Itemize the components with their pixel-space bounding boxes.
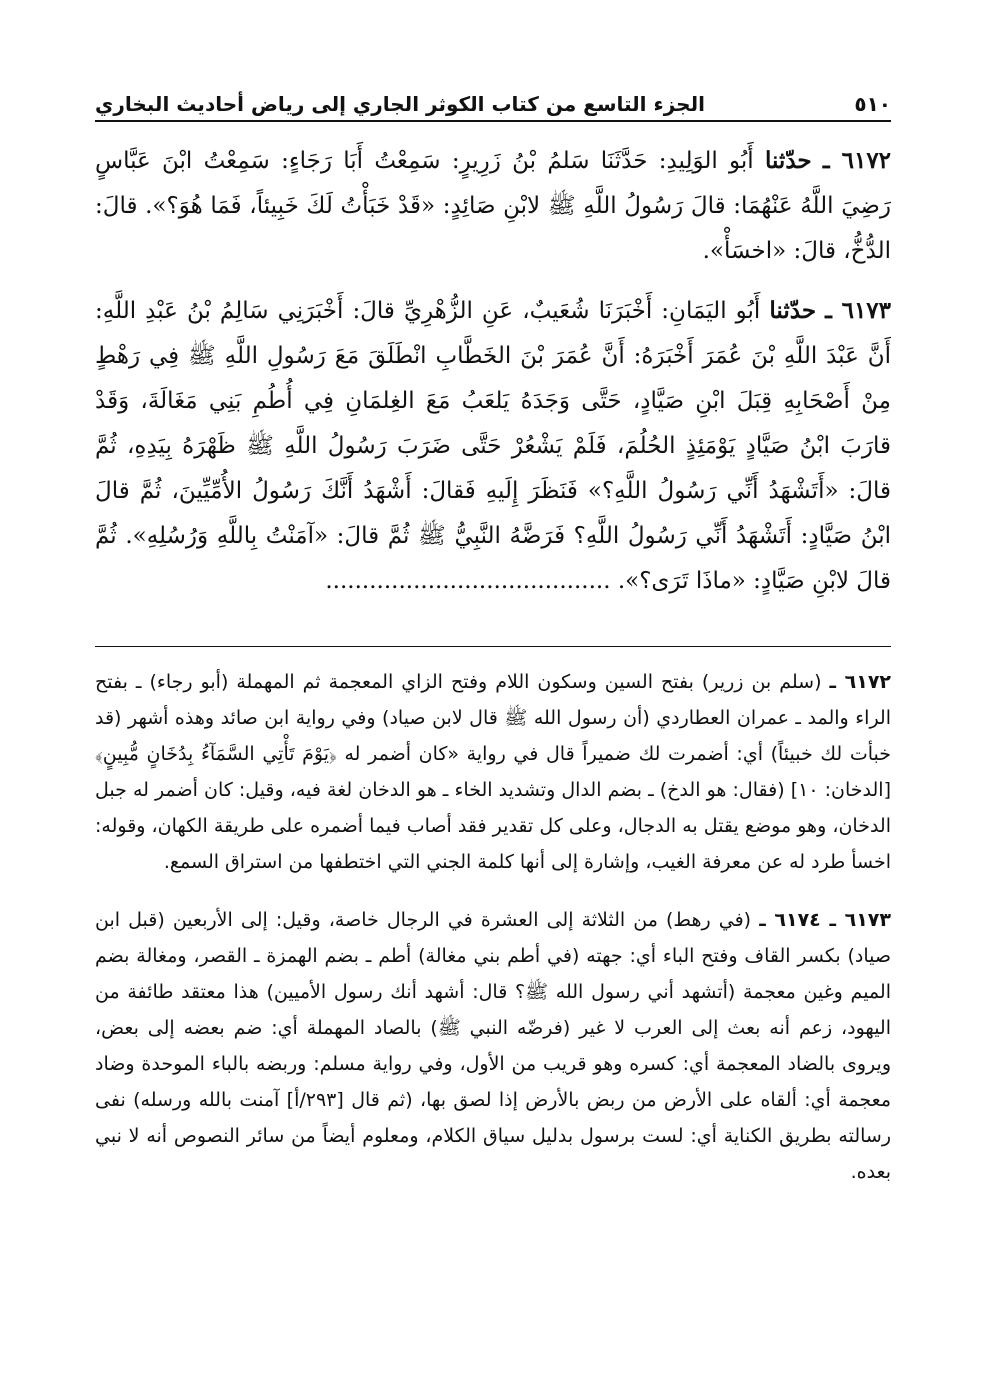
commentary-6173 (95, 902, 891, 1190)
hadith-lead: حدّثنا (769, 297, 817, 324)
page-number: ٥١٠ (854, 92, 891, 116)
hadith-6172 (95, 138, 891, 274)
hadith-lead: حدّثنا (764, 147, 812, 174)
hadith-text (95, 138, 891, 618)
commentary-body: (سلم بن زرير) بفتح السين وسكون اللام وفتح الزاي المعجمة ثم المهملة (أبو رجاء) ـ بفتح الراء والمد ـ عمران العطاردي (أن رسول الله ﷺ قال لابن صياد) وفي رواية ابن صائد وهذه أشهر (قد خبأت لك خبيئاً) أي: أضمرت لك ضميراً قال في رواية «كان أضمر له ﴿يَوْمَ تَأْتِي السَّمَآءُ بِدُخَانٍ مُّبِينٍ﴾ [الدخان: ١٠] (فقال: هو الدخ) ـ بضم الدال وتشديد الخاء ـ هو الدخان لغة فيه، وقيل: كان أضمر له جبل الدخان، وهو موضع يقتل به الدجال، وعلى كل تقدير فقد أصاب فيما أضمره على طريقة الكهان، وقوله: اخسأ طرد له عن معرفة الغيب، وإشارة إلى أنها كلمة الجني التي اختطفها من استراق السمع. (95, 671, 891, 873)
hadith-number: ٦١٧٣ ـ (825, 297, 892, 324)
hadith-number: ٦١٧٢ ـ (822, 147, 892, 174)
hadith-6173 (95, 288, 891, 604)
hadith-body: أَبُو اليَمَانِ: أَخْبَرَنَا شُعَيبٌ، عَنِ الزُّهْرِيِّ قالَ: أَخْبَرَنِي سَالِمُ بْنُ عَبْدِ اللَّهِ: أَنَّ عَبْدَ اللَّهِ بْنَ عُمَرَ أَخْبَرَهُ: أَنَّ عُمَرَ بْنَ الخَطَّابِ انْطَلَقَ مَعَ رَسُولِ اللَّهِ ﷺ فِي رَهْطٍ مِنْ أَصْحَابِهِ قِبَلَ ابْنِ صَيَّادٍ، حَتَّى وَجَدَهُ يَلعَبُ مَعَ الغِلمَانِ فِي أُطُمِ بَنِي مَغَالَةَ، وَقَدْ قارَبَ ابْنُ صَيَّادٍ يَوْمَئِذٍ الحُلُمَ، فَلَمْ يَشْعُرْ حَتَّى ضَرَبَ رَسُولُ اللَّهِ ﷺ ظَهْرَهُ بِيَدِهِ، ثُمَّ قالَ: «أَتَشْهَدُ أَنِّي رَسُولُ اللَّهِ؟» فَنَظَرَ إِلَيهِ فَقالَ: أَشْهَدُ أَنَّكَ رَسُولُ الأُمِّيِّينَ، ثُمَّ قالَ ابْنُ صَيَّادٍ: أَتَشْهَدُ أَنِّي رَسُولُ اللَّهِ؟ فَرَضَّهُ النَّبِيُّ ﷺ ثُمَّ قالَ: «آمَنْتُ بِاللَّهِ وَرُسُلِهِ». ثُمَّ قالَ لابْنِ صَيَّادٍ: «ماذَا تَرَى؟». (95, 298, 891, 594)
hadith-body: أَبُو الوَلِيدِ: حَدَّثَنَا سَلمُ بْنُ زَرِيرٍ: سَمِعْتُ أَبَا رَجَاءٍ: سَمِعْتُ ابْنَ عَبَّاسٍ رَضِيَ اللَّهُ عَنْهُمَا: قالَ رَسُولُ اللَّهِ ﷺ لابْنِ صَائِدٍ: «قَدْ خَبَأْتُ لَكَ خَبِيئاً، فَمَا هُوَ؟». قالَ: الدُّخُّ، قالَ: «اخسَأْ». (95, 148, 891, 264)
commentary-body: (في رهط) من الثلاثة إلى العشرة في الرجال خاصة، وقيل: إلى الأربعين (قبل ابن صياد) بكسر القاف وفتح الباء أي: جهته (في أطم بني مغالة) أطم ـ بضم الهمزة ـ القصر، ومغالة بضم الميم وغين معجمة (أتشهد أني رسول الله ﷺ؟ قال: أشهد أنك رسول الأميين) هذا معتقد طائفة من اليهود، زعم أنه بعث إلى العرب لا غير (فرضّه النبي ﷺ) بالصاد المهملة أي: ضم بعضه إلى بعض، ويروى بالضاد المعجمة أي: كسره وهو قريب من الأول، وفي رواية مسلم: وربضه بالباء الموحدة وضاد معجمة أي: ألقاه على الأرض من ربض بالأرض إذا لصق بها، (ثم قال [٢٩٣/أ] آمنت بالله ورسله) نفى رسالته بطريق الكناية أي: لست برسول بدليل سياق الكلام، ومعلوم أيضاً من سائر النصوص أنه لا نبي بعده. (95, 909, 891, 1183)
running-title: الجزء التاسع من كتاب الكوثر الجاري إلى رياض أحاديث البخاري (95, 92, 705, 116)
page-header (95, 80, 891, 122)
commentary-6172 (95, 664, 891, 880)
footnote-divider (95, 646, 891, 647)
commentary-number: ٦١٧٣ ـ ٦١٧٤ ـ (759, 909, 891, 931)
commentary (95, 664, 891, 1212)
commentary-number: ٦١٧٢ ـ (829, 671, 892, 693)
continuation-dots: ....................................... (325, 568, 611, 594)
